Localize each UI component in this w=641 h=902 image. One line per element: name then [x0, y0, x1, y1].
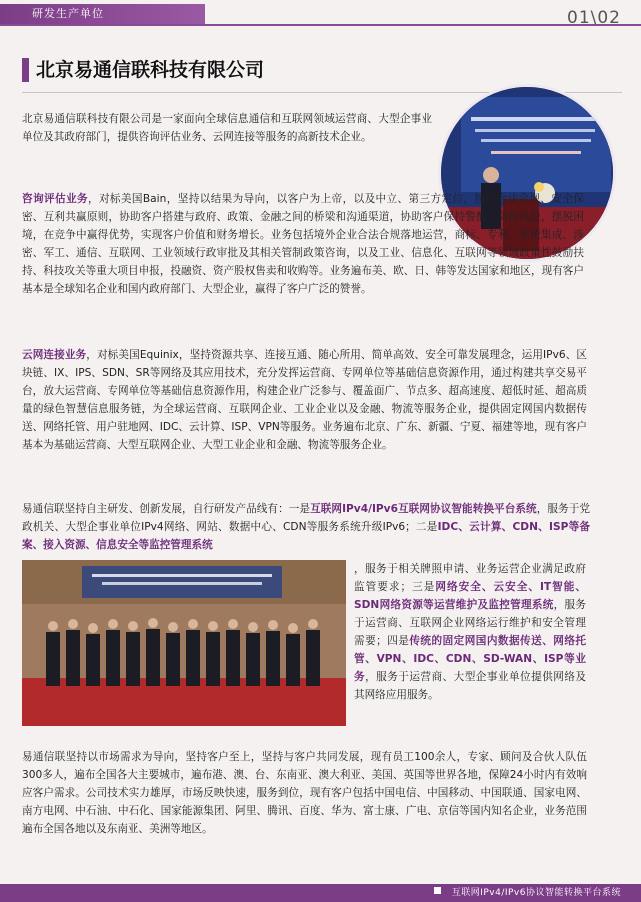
company-title: 北京易通信联科技有限公司	[36, 59, 265, 81]
consulting-text: ，对标美国Bain，坚持以结果为导向，以客户为上帝，以及中立、第三方定位，按照合法合规、安全保密、互利共赢原则，协助客户搭建与政府、政策、金融之间的桥梁和沟通渠道，协助客户保持警醒，防控风险，摆脱困境，在竞争中赢得优势，实现客户价值和财务增长。业务包括境外企业合法合规落地运营，商标、专利、系统集成、涉密、军工、通信、互联网、工业领域行政审批及其相关管制政策咨询，以及工业、信息化、互联网等领域政策性鼓励扶持、科技攻关等重大项目申报，投融资、资产股权售卖和收购等。业务遍布美、欧、日、韩等发达国家和地区，现有客户基本是全球知名企业和国内政府部门、大型企业，赢得了客户广泛的赞誉。	[22, 193, 584, 295]
footer-marker	[434, 887, 441, 894]
product-4-text: ，服务于运营商、大型企事业单位提供网络及其网络应用服务。	[354, 671, 587, 701]
product-2-text: ，服务于相关牌照申请、业务运营企业满足政府监管要求；三是	[354, 563, 586, 593]
market-paragraph	[22, 748, 587, 838]
product-1: 互联网IPv4/IPv6互联网协议智能转换平台系统	[310, 503, 537, 515]
cloud-paragraph	[22, 346, 587, 454]
consulting-paragraph	[22, 190, 584, 298]
market-text: 易通信联坚持以市场需求为导向，坚持客户至上，坚持与客户共同发展，现有员工100余人，专家、顾问及合伙人队伍300多人，遍布全国各大主要城市，遍布港、澳、台、东南亚、澳大利亚、美国、英国等世界各地，保障24小时内有效响应客户需求。公司技术实力雄厚，市场反映快速，服务到位，现有客户包括中国电信、中国移动、中国联通、国家电网、南方电网、中石油、中石化、国家能源集团、阿里、腾讯、百度、华为、富士康、广电、京信等国内知名企业，业务范围遍布全国各地以及东南亚、美洲等地区。	[22, 751, 587, 835]
intro-paragraph	[22, 110, 432, 146]
intro-text: 北京易通信联科技有限公司是一家面向全球信息通信和互联网领域运营商、大型企事业单位及其政府部门，提供咨询评估业务、云网连接等服务的高新技术企业。	[22, 113, 432, 143]
footer-label: 互联网IPv4/IPv6协议智能转换平台系统	[451, 888, 621, 898]
cloud-text: ，对标美国Equinix，坚持资源共享、连接互通、随心所用、简单高效、安全可靠发展理念，运用IPv6、区块链、IX、IPS、SDN、SR等网络及其应用技术，充分发挥运营商、专网单位等基础信息资源作用，通过构建共享交易平台，放大运营商、专网单位等基础信息资源作用，构建企业广泛参与、覆盖面广、节点多、超高速度、超低时延、超高质量的绿色智慧信息服务链，为全球运营商、互联网企业、工业企业以及金融、物流等服务企业，提供固定网国内数据传送、网络托管、用户驻地网、IDC、云计算、ISP、VPN等服务。业务遍布北京、广东、新疆、宁夏、福建等地，现有客户基本为基础运营商、大型互联网企业、大型工业企业和金融、物流等服务企业。	[22, 349, 587, 451]
title-marker	[22, 58, 29, 82]
product-3-text: ，服务于运营商、互联网企业网络运行维护和安全管理需要；四是	[354, 599, 586, 647]
products-lead-text: 易通信联坚持自主研发、创新发展，自行研发产品线有：一是	[22, 503, 311, 515]
section-label: 研发生产单位	[32, 7, 104, 20]
header-rule	[0, 24, 641, 26]
consulting-heading: 咨询评估业务	[22, 193, 88, 205]
products-lead	[22, 500, 590, 554]
product-1-text: ，服务于党政机关、大型企事业单位IPv4网络、网站、数据中心、CDN等服务系统升级IPv6；二是	[22, 503, 591, 533]
product-4: 传统的固定网国内数据传送、网络托管、VPN、IDC、CDN、SD-WAN、ISP等业务	[354, 635, 587, 683]
section-tab	[0, 4, 205, 24]
page-number: 01\02	[567, 8, 621, 28]
product-2: IDC、云计算、CDN、ISP等备案、接入资源、信息安全等监控管理系统	[22, 521, 590, 551]
product-3: 网络安全、云安全、IT智能、SDN网络资源等运营维护及监控管理系统	[354, 581, 586, 611]
cloud-heading: 云网连接业务	[22, 349, 87, 361]
footer-bar	[0, 884, 641, 902]
group-photo	[22, 560, 346, 726]
products-continued	[354, 560, 586, 704]
